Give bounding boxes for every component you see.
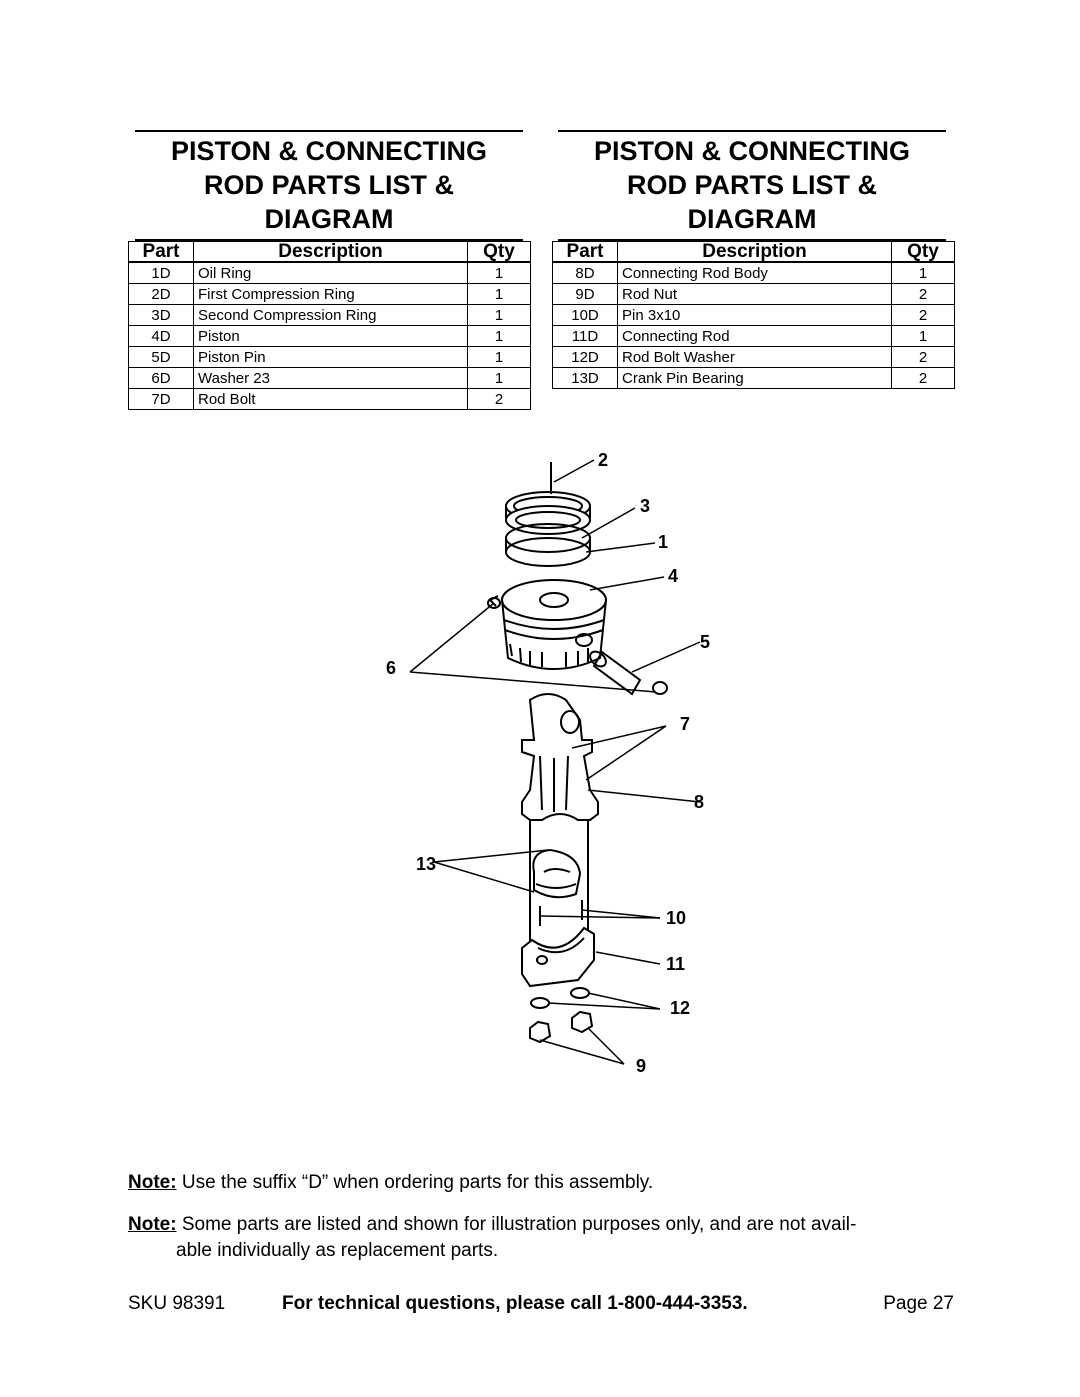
exploded-assembly-diagram	[370, 440, 710, 1090]
header-description: Description	[194, 242, 468, 263]
header-description: Description	[618, 242, 892, 263]
part-description: Crank Pin Bearing	[618, 368, 892, 389]
right-title-line-2: ROD PARTS LIST &	[626, 170, 877, 200]
part-qty: 1	[468, 262, 531, 284]
callout-label: 13	[416, 854, 437, 874]
part-qty: 2	[892, 347, 955, 368]
table-row	[129, 368, 531, 389]
table-row	[553, 347, 955, 368]
title-rule-top	[558, 130, 946, 132]
table-row	[129, 284, 531, 305]
part-qty: 1	[468, 368, 531, 389]
note-2	[128, 1212, 958, 1264]
part-number: 1D	[129, 262, 194, 284]
callout-label: 1	[658, 532, 669, 552]
part-number: 2D	[129, 284, 194, 305]
part-description: Rod Nut	[618, 284, 892, 305]
left-parts-table	[128, 241, 531, 410]
table-row	[129, 305, 531, 326]
part-qty: 1	[892, 262, 955, 284]
part-description: Rod Bolt	[194, 389, 468, 410]
left-title-block	[135, 130, 523, 241]
connecting-rod-cap	[522, 928, 594, 986]
header-part: Part	[129, 242, 194, 263]
part-number: 6D	[129, 368, 194, 389]
table-row	[129, 389, 531, 410]
pins	[540, 900, 582, 926]
left-title-line-2: ROD PARTS LIST &	[203, 170, 454, 200]
right-title-line-3: DIAGRAM	[687, 204, 817, 234]
part-number: 5D	[129, 347, 194, 368]
callout-label: 7	[680, 714, 691, 734]
part-number: 11D	[553, 326, 618, 347]
washers-nuts	[530, 988, 592, 1042]
note-label: Note:	[128, 1214, 177, 1235]
callout-label: 8	[694, 792, 705, 812]
part-number: 4D	[129, 326, 194, 347]
crank-pin-bearing	[533, 850, 580, 897]
table-row	[553, 305, 955, 326]
header-part: Part	[553, 242, 618, 263]
part-qty: 2	[892, 284, 955, 305]
connecting-rod	[522, 694, 598, 950]
callout-label: 3	[640, 496, 651, 516]
callout-label: 6	[386, 658, 397, 678]
part-qty: 1	[468, 284, 531, 305]
support-phone-text: For technical questions, please call 1-800-444-3353.	[282, 1293, 748, 1314]
part-number: 13D	[553, 368, 618, 389]
right-title-line-1: PISTON & CONNECTING	[593, 136, 911, 166]
callout-label: 12	[670, 998, 691, 1018]
callout-label: 4	[668, 566, 679, 586]
callout-label: 11	[666, 954, 686, 974]
table-row	[553, 284, 955, 305]
right-title	[558, 134, 946, 236]
part-number: 3D	[129, 305, 194, 326]
table-header-row	[129, 242, 531, 263]
note-1	[128, 1170, 958, 1196]
part-description: Piston	[194, 326, 468, 347]
left-title	[135, 134, 523, 236]
note-text: Some parts are listed and shown for illustration purposes only, and are not avail-	[181, 1214, 857, 1235]
table-row	[129, 326, 531, 347]
part-qty: 1	[892, 326, 955, 347]
part-description: Rod Bolt Washer	[618, 347, 892, 368]
header-qty: Qty	[468, 242, 531, 263]
part-qty: 2	[468, 389, 531, 410]
header-qty: Qty	[892, 242, 955, 263]
right-parts-table	[552, 241, 955, 389]
callout-label: 2	[598, 450, 609, 470]
piston-rings	[506, 462, 590, 566]
part-description: Pin 3x10	[618, 305, 892, 326]
part-qty: 1	[468, 326, 531, 347]
part-qty: 2	[892, 368, 955, 389]
table-row	[129, 347, 531, 368]
part-description: Connecting Rod Body	[618, 262, 892, 284]
callout-label: 9	[636, 1056, 647, 1076]
sku-label: SKU 98391	[128, 1293, 226, 1314]
table-row	[553, 262, 955, 284]
part-description: Oil Ring	[194, 262, 468, 284]
part-number: 9D	[553, 284, 618, 305]
part-qty: 2	[892, 305, 955, 326]
part-number: 10D	[553, 305, 618, 326]
left-title-line-1: PISTON & CONNECTING	[170, 136, 488, 166]
right-title-block	[558, 130, 946, 241]
part-qty: 1	[468, 347, 531, 368]
part-description: Washer 23	[194, 368, 468, 389]
part-description: Connecting Rod	[618, 326, 892, 347]
left-title-line-3: DIAGRAM	[264, 204, 394, 234]
table-row	[553, 368, 955, 389]
title-rule-top	[135, 130, 523, 132]
part-qty: 1	[468, 305, 531, 326]
table-header-row	[553, 242, 955, 263]
part-number: 7D	[129, 389, 194, 410]
part-description: First Compression Ring	[194, 284, 468, 305]
page-number: Page 27	[883, 1293, 954, 1314]
note-text: Use the suffix “D” when ordering parts for this assembly.	[181, 1172, 654, 1193]
piston	[488, 580, 606, 669]
callout-label: 10	[666, 908, 687, 928]
part-description: Piston Pin	[194, 347, 468, 368]
note-label: Note:	[128, 1172, 177, 1193]
part-description: Second Compression Ring	[194, 305, 468, 326]
part-number: 8D	[553, 262, 618, 284]
table-row	[553, 326, 955, 347]
callout-label: 5	[700, 632, 710, 652]
note-text-continued: able individually as replacement parts.	[176, 1240, 499, 1261]
table-row	[129, 262, 531, 284]
part-number: 12D	[553, 347, 618, 368]
